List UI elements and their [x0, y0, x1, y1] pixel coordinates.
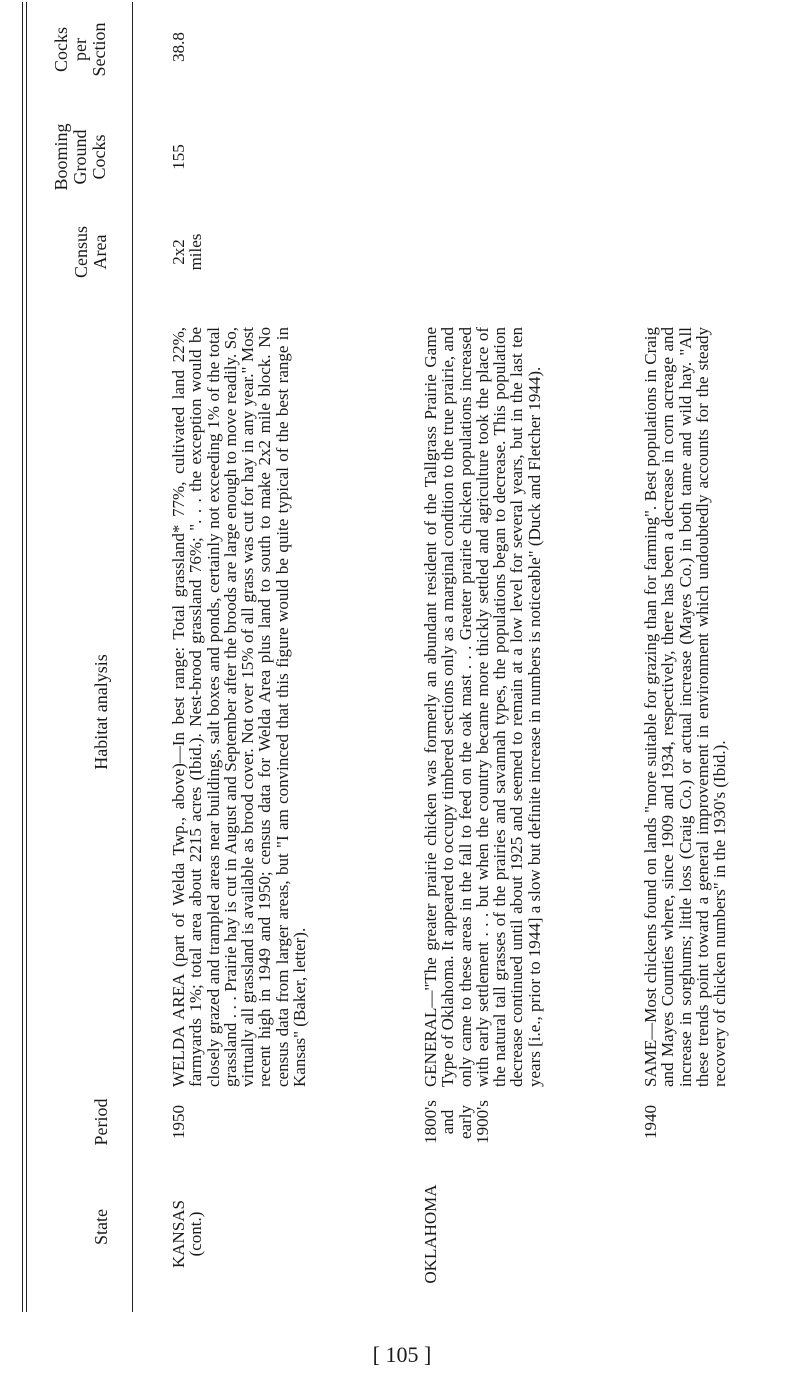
census-area-line: miles: [186, 233, 206, 271]
period-line: 1800's: [421, 1100, 440, 1144]
state-note: (cont.): [186, 1211, 206, 1257]
header-census-area-line: Area: [90, 234, 110, 270]
top-rule-inner: [26, 2, 27, 1312]
row-same-period: [642, 1092, 659, 1152]
header-booming-line: Cocks: [89, 134, 109, 180]
header-state: State: [91, 1209, 111, 1245]
header-cocks-line: Cocks: [51, 27, 71, 72]
rotated-table: [22, 2, 782, 1312]
census-area-line: 2x2: [169, 239, 188, 265]
state-name: KANSAS: [169, 1199, 188, 1269]
header-habitat-analysis: Habitat analysis: [91, 654, 111, 770]
habitat-text: WELDA AREA (part of Welda Twp., above)—In best range: Total grassland* 77%, cultivated land 22%, farmyards 1%; total area about 2215 acres (Ibid.). Nest-brood grassland 76%; ". . . the exception would be closely grazed and trampled areas near buildings, salt boxes and ponds, certainly not exceeding 1% of the total grassland . . . Prairie hay is cut in August and September after the broods are large enough to move readily. So, virtually all grassland is available as brood cover. Not over 15% of all grass was cut for hay in any year." Most recent high in 1949 and 1950; census data for Welda Area plus land to south to make 2x2 mile block. No census data from larger areas, but "I am convinced that this figure would be quite typical of the best range in Kansas" (Baker, letter).: [169, 327, 310, 1087]
row-same-habitat: [642, 327, 728, 1087]
period-line: 1900's: [472, 1100, 492, 1144]
row-kansas-cocks-per-section: 38.8: [169, 32, 188, 62]
period-line: and: [438, 1109, 458, 1135]
header-cocks-line: Section: [89, 22, 109, 77]
row-oklahoma-period: [422, 1092, 491, 1152]
habitat-text: GENERAL—"The greater prairie chicken was formerly an abundant resident of the Tallgrass Prairie Game Type of Oklahoma. It appeared to occupy timbered sections only as a marginal condition to the true prairie, and only came to these areas in the fall to feed on the oak mast . . . Greater prairie chicken populations increased with early settlement . . . but when the country became more thickly settled and agriculture took the place of the natural tall grasses of the prairies and savannah types, the populations began to decrease. This population decrease continued until about 1925 and seemed to remain at a low level for several years, but in the last ten years [i.e., prior to 1944] a slow but definite increase in numbers is noticeable" (Duck and Fletcher 1944).: [421, 327, 544, 1087]
state-name: OKLAHOMA: [421, 1184, 440, 1284]
row-kansas-habitat: [170, 327, 308, 1087]
header-period: Period: [91, 1098, 111, 1146]
header-booming-line: Ground: [70, 129, 90, 185]
header-booming-ground-cocks: [52, 112, 109, 202]
period-line: early: [455, 1105, 475, 1139]
period-line: 1940: [641, 1105, 660, 1139]
header-rule: [132, 2, 133, 1312]
row-oklahoma-habitat: [422, 327, 543, 1087]
row-kansas-period: [170, 1092, 187, 1152]
header-census-area-line: Census: [71, 226, 91, 279]
row-oklahoma-state: [422, 1184, 439, 1284]
header-census-area: [72, 212, 110, 292]
row-kansas-state: [170, 1184, 205, 1284]
header-booming-line: Booming: [51, 123, 71, 191]
header-cocks-per-section: [52, 2, 109, 97]
top-rule: [22, 2, 23, 1312]
row-kansas-booming-cocks: 155: [169, 144, 188, 170]
habitat-text: SAME—Most chickens found on lands "more suitable for grazing than for farming". Best populations in Craig and Mayes Counties where, since 1909 and 1934, respectively, there has been a decrease in corn acreage and increase in sorghums; little loss (Craig Co.) or actual increase (Mayes Co.) in both tame and wild hay. "All these trends point toward a general improvement in environment which undoubtedly accounts for the steady recovery of chicken numbers" in the 1930's (Ibid.).: [641, 327, 730, 1087]
period-line: 1950: [169, 1105, 188, 1139]
row-kansas-census-area: [170, 217, 205, 287]
page-number: [ 105 ]: [372, 1342, 432, 1367]
header-cocks-line: per: [70, 38, 90, 61]
